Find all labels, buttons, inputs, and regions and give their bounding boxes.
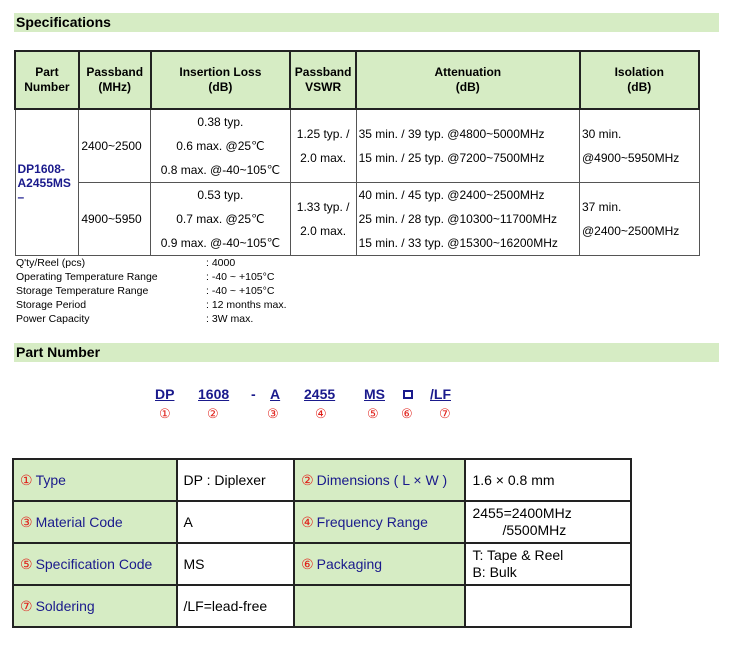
info-label: Q'ty/Reel (pcs) [16,257,86,269]
table-row [13,501,631,543]
code-spec: MS [364,386,385,402]
code-separator: - [251,386,256,402]
code-material: A [270,386,281,402]
marker-6: ⑥ [401,406,413,421]
marker-1: ① [159,406,171,421]
part-number-title: Part Number [16,344,101,360]
key-cell: ① Type [13,459,177,501]
value-cell: T: Tape & Reel B: Bulk [465,543,631,585]
vswr-cell: 1.25 typ. / 2.0 max. [290,109,356,183]
value-cell: /LF=lead-free [177,585,295,627]
table-row [13,459,631,501]
value-cell: 2455=2400MHz /5500MHz [465,501,631,543]
key-cell: ⑦ Soldering [13,585,177,627]
header-attenuation: Attenuation (dB) [356,51,579,109]
header-isolation: Isolation (dB) [580,51,700,109]
part-number-cell: DP1608- A2455MS – [15,109,79,256]
table-row [13,585,631,627]
marker-3: ③ [267,406,279,421]
passband-cell: 2400~2500 [79,109,151,183]
insertion-loss-cell: 0.38 typ. 0.6 max. @25℃ 0.8 max. @-40~105℃ [151,109,291,183]
info-label: Power Capacity [16,313,90,325]
info-value: : 4000 [206,257,236,269]
code-table [12,458,632,628]
marker-2: ② [207,406,219,421]
value-cell-empty [465,585,631,627]
code-dp: DP [155,386,175,402]
code-frequency: 2455 [304,386,336,402]
table-row [15,183,699,256]
value-cell: MS [177,543,295,585]
header-passband: Passband (MHz) [79,51,151,109]
key-cell: ④ Frequency Range [294,501,465,543]
marker-7: ⑦ [439,406,451,421]
info-value: : 3W max. [206,313,254,325]
passband-cell: 4900~5950 [79,183,151,256]
key-cell: ② Dimensions ( L × W ) [294,459,465,501]
isolation-cell: 37 min. @2400~2500MHz [580,183,700,256]
header-part-number: Part Number [15,51,79,109]
code-soldering: /LF [430,386,451,402]
value-cell: A [177,501,295,543]
info-label: Storage Temperature Range [16,285,149,297]
value-cell: DP : Diplexer [177,459,295,501]
key-cell: ③ Material Code [13,501,177,543]
info-label: Operating Temperature Range [16,271,158,283]
marker-5: ⑤ [367,406,379,421]
value-cell: 1.6 × 0.8 mm [465,459,631,501]
header-insertion-loss: Insertion Loss (dB) [151,51,291,109]
info-value: : 12 months max. [206,299,287,311]
specifications-title: Specifications [16,14,111,30]
key-cell-empty [294,585,465,627]
attenuation-cell: 35 min. / 39 typ. @4800~5000MHz 15 min. / 25 typ. @7200~7500MHz [356,109,579,183]
isolation-cell: 30 min. @4900~5950MHz [580,109,700,183]
table-row [13,543,631,585]
packaging-box-icon [403,390,413,399]
specifications-table [14,50,700,256]
info-value: : -40 ~ +105°C [206,285,275,297]
specifications-header-bar [14,13,719,32]
table-row [15,109,699,183]
header-vswr: Passband VSWR [290,51,356,109]
code-dimension: 1608 [198,386,230,402]
attenuation-cell: 40 min. / 45 typ. @2400~2500MHz 25 min. / 28 typ. @10300~11700MHz 15 min. / 33 typ. @15300~16200MHz [356,183,579,256]
part-number-header-bar [14,343,719,362]
insertion-loss-cell: 0.53 typ. 0.7 max. @25℃ 0.9 max. @-40~105℃ [151,183,291,256]
vswr-cell: 1.33 typ. / 2.0 max. [290,183,356,256]
key-cell: ⑤ Specification Code [13,543,177,585]
marker-4: ④ [315,406,327,421]
key-cell: ⑥ Packaging [294,543,465,585]
info-value: : -40 ~ +105°C [206,271,275,283]
info-label: Storage Period [16,299,87,311]
